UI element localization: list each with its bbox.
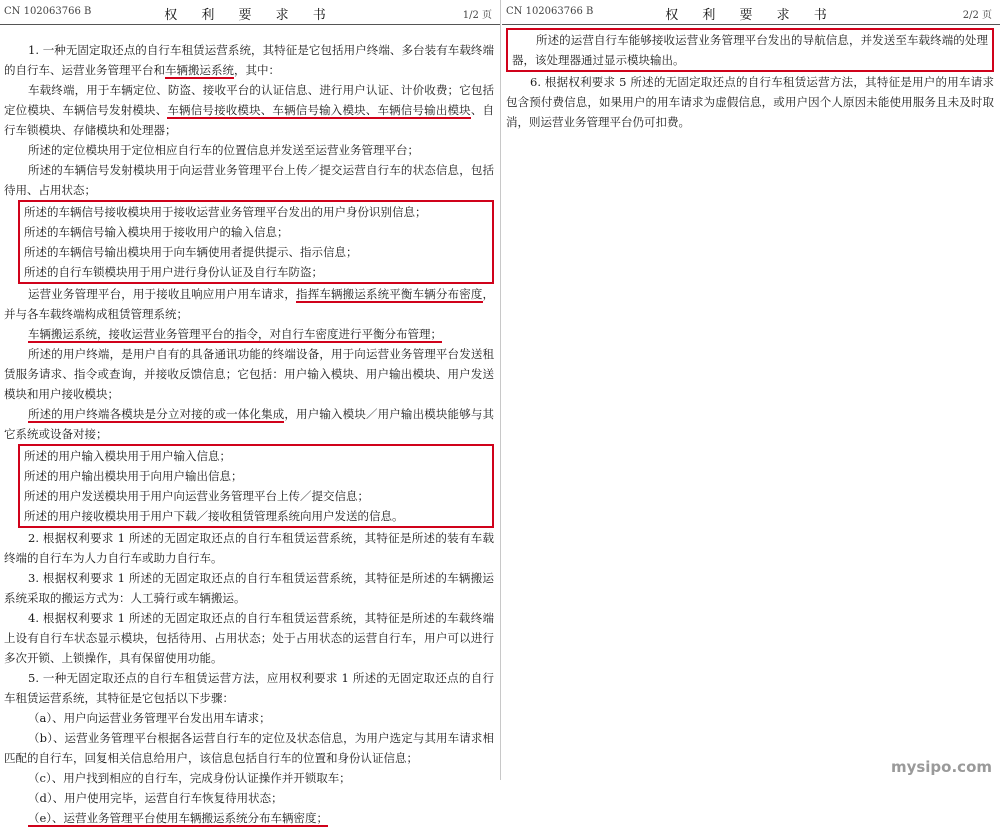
- highlight-box-vehicle-modules: [18, 200, 494, 284]
- highlight-underline: 车辆信号接收模块、车辆信号输入模块、车辆信号输出模块: [167, 103, 471, 117]
- claim-1-intro: 1. 一种无固定取还点的自行车租赁运营系统，其特征是它包括用户终端、多台装有车载终端的自行车、运营业务管理平台和车辆搬运系统，其中：: [4, 43, 494, 77]
- doc-number: CN 102063766 B: [4, 6, 92, 17]
- box-line: 所述的用户接收模块用于用户下载／接收租赁管理系统向用户发送的信息。: [24, 509, 404, 523]
- box-line: 所述的用户输出模块用于向用户输出信息；: [24, 469, 243, 483]
- box-line: 所述的车辆信号输入模块用于接收用户的输入信息；: [24, 225, 289, 239]
- step-e: [4, 808, 494, 828]
- box-line: 所述的自行车锁模块用于用户进行身份认证及自行车防盗；: [24, 265, 323, 279]
- signal-transmit-paragraph: 所述的车辆信号发射模块用于向运营业务管理平台上传／提交运营自行车的状态信息，包括待用、占用状态；: [4, 163, 494, 197]
- claims-body: [4, 40, 494, 828]
- page-title: 权 利 要 求 书: [164, 8, 336, 23]
- box-line: 所述的车辆信号接收模块用于接收运营业务管理平台发出的用户身份识别信息；: [24, 205, 427, 219]
- watermark: mysipo.com: [890, 758, 992, 776]
- positioning-module-paragraph: 所述的定位模块用于定位相应自行车的位置信息并发送至运营业务管理平台；: [28, 143, 419, 157]
- box-line: 所述的用户输入模块用于用户输入信息；: [24, 449, 231, 463]
- user-terminal-integration-paragraph: 所述的用户终端各模块是分立对接的或一体化集成，用户输入模块／用户输出模块能够与其它系统或设备对接；: [4, 407, 495, 441]
- step-b: （b）、运营业务管理平台根据各运营自行车的定位及状态信息，为用户选定与其用车请求相匹配的自行车，回复相关信息给用户，该信息包括自行车的位置和身份认证信息；: [4, 731, 494, 765]
- claim-5: 5. 一种无固定取还点的自行车租赁运营方法，应用权利要求 1 所述的无固定取还点的自行车租赁运营系统，其特征是它包括以下步骤：: [4, 671, 494, 705]
- highlight-box-user-modules: [18, 444, 494, 528]
- page-number: 2/2 页: [962, 10, 992, 21]
- claim-3: 3. 根据权利要求 1 所述的无固定取还点的自行车租赁运营系统，其特征是所述的车辆搬运系统采取的搬运方式为：人工骑行或车辆搬运。: [4, 571, 494, 605]
- step-c: （c）、用户找到相应的自行车，完成身份认证操作并开锁取车；: [28, 771, 351, 785]
- user-terminal-paragraph: 所述的用户终端，是用户自有的具备通讯功能的终端设备，用于向运营业务管理平台发送租赁服务请求、指令或查询，并接收反馈信息；它包括：用户输入模块、用户输出模块、用户发送模块和用户接收模块；: [4, 347, 494, 401]
- box-line: 所述的用户发送模块用于用户向运营业务管理平台上传／提交信息；: [24, 489, 369, 503]
- claim-2: 2. 根据权利要求 1 所述的无固定取还点的自行车租赁运营系统，其特征是所述的装有车载终端的自行车为人力自行车或助力自行车。: [4, 531, 494, 565]
- claims-body: [506, 28, 994, 132]
- header-rule: [502, 24, 1000, 25]
- highlight-underline: 所述的用户终端各模块是分立对接的或一体化集成: [28, 407, 285, 421]
- step-d: （d）、用户使用完毕，运营自行车恢复待用状态；: [28, 791, 283, 805]
- highlight-underline: 指挥车辆搬运系统平衡车辆分布密度: [296, 287, 483, 301]
- transport-system-paragraph: [4, 324, 494, 344]
- patent-page-2: [502, 0, 1000, 780]
- highlight-underline: 车辆搬运系统: [165, 63, 234, 77]
- platform-paragraph: 运营业务管理平台，用于接收且响应用户用车请求，指挥车辆搬运系统平衡车辆分布密度，并与各车载终端构成租赁管理系统；: [4, 287, 495, 321]
- patent-page-1: [0, 0, 500, 825]
- doc-number: CN 102063766 B: [506, 6, 594, 17]
- box-line: 所述的车辆信号输出模块用于向车辆使用者提供提示、指示信息；: [24, 245, 358, 259]
- vehicle-terminal-paragraph: 车载终端，用于车辆定位、防盗、接收平台的认证信息、进行用户认证、计价收费；它包括定位模块、车辆信号发射模块、车辆信号接收模块、车辆信号输入模块、车辆信号输出模块、自行车锁模块、存储模块和处理器；: [4, 83, 494, 137]
- highlight-underline: （e）、运营业务管理平台使用车辆搬运系统分布车辆密度；: [28, 811, 329, 825]
- page-divider: [500, 0, 501, 780]
- header-rule: [0, 24, 500, 25]
- page-number: 1/2 页: [462, 10, 492, 21]
- highlight-box-navigation: [506, 28, 994, 72]
- claim-4: 4. 根据权利要求 1 所述的无固定取还点的自行车租赁运营系统，其特征是所述的车载终端上设有自行车状态显示模块，包括待用、占用状态；处于占用状态的运营自行车，用户可以进行多次开锁、上锁操作，具有保留使用功能。: [4, 611, 494, 665]
- claim-6: 6. 根据权利要求 5 所述的无固定取还点的自行车租赁运营方法，其特征是用户的用车请求包含预付费信息，如果用户的用车请求为虚假信息，或用户因个人原因未能使用服务且未及时取消，则运营业务管理平台仍可扣费。: [506, 75, 994, 129]
- highlight-underline: 车辆搬运系统，接收运营业务管理平台的指令，对自行车密度进行平衡分布管理；: [28, 327, 442, 341]
- step-a: （a）、用户向运营业务管理平台发出用车请求；: [28, 711, 271, 725]
- box-line: 所述的运营自行车能够接收运营业务管理平台发出的导航信息，并发送至车载终端的处理器，该处理器通过显示模块输出。: [512, 33, 988, 67]
- page-title: 权 利 要 求 书: [665, 8, 837, 23]
